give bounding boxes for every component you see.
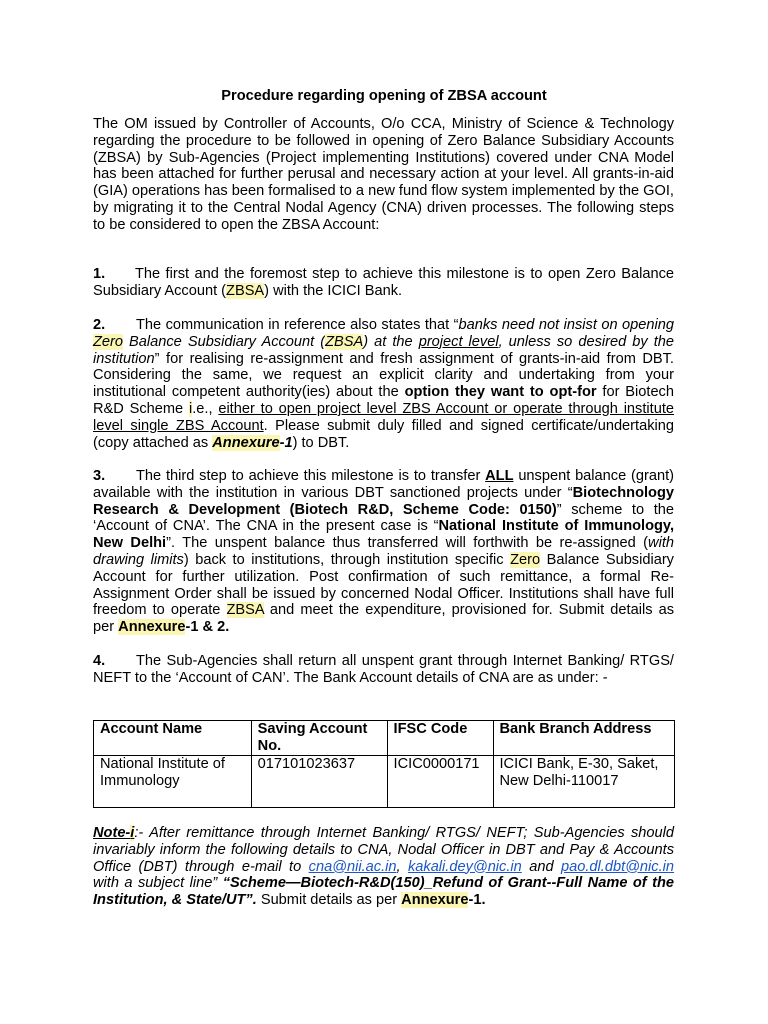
step-2-number: 2. <box>93 317 106 333</box>
email-link-pao[interactable]: pao.dl.dbt@nic.in <box>561 858 675 875</box>
annexure-ref: Annexure <box>118 619 186 636</box>
table-cell: 017101023637 <box>251 756 387 808</box>
note-label: Note-i <box>93 825 135 841</box>
zbsa-highlight: ZBSA <box>226 282 265 299</box>
table-cell: National Institute of Immunology <box>94 756 252 808</box>
annexure-ref: Annexure <box>212 434 280 451</box>
table-cell: ICIC0000171 <box>387 756 493 808</box>
email-link-cna[interactable]: cna@nii.ac.in <box>308 858 397 875</box>
step-3-number: 3. <box>93 468 106 484</box>
subject-line: “Scheme—Biotech-R&D(150)_Refund of Grant--Full Name of the Institution, & State/UT”. <box>93 875 674 909</box>
table-header-cell: Saving Account No. <box>251 721 387 756</box>
email-link-kakali[interactable]: kakali.dey@nic.in <box>407 858 522 875</box>
table-header-row <box>94 721 675 756</box>
page-title: Procedure regarding opening of ZBSA account <box>221 88 547 104</box>
step-3-paragraph: 3. The third step to achieve this milestone is to transfer ALL unspent balance (grant) available with the institution in various DBT sanctioned projects under “Biotechnology Research & Development (Biotech R&D, Scheme Code: 0150)” scheme to the ‘Account of CNA’. The CNA in the present case is “National Institute of Immunology, New Delhi”. The unspent balance thus transferred will forthwith be re-assigned (with drawing limits) back to institutions, through institution specific Zero Balance Subsidiary Account for further utilization. Post confirmation of such remittance, a formal Re-Assignment Order shall be issued by concerned Nodal Officer. Institutions shall have full freedom to operate ZBSA and meet the expenditure, provisioned for. Submit details as per Annexure-1 & 2. <box>93 468 675 636</box>
table-cell: ICICI Bank, E-30, Saket, New Delhi-110017 <box>493 756 675 808</box>
table-header-cell: IFSC Code <box>387 721 493 756</box>
table-row <box>94 756 675 808</box>
annexure-ref: Annexure <box>401 892 469 909</box>
table-header-cell: Account Name <box>94 721 252 756</box>
step-1-paragraph: 1. The first and the foremost step to achieve this milestone is to open Zero Balance Subsidiary Account (ZBSA) with the ICICI Bank. <box>93 266 674 299</box>
step-2-paragraph: 2. The communication in reference also states that “banks need not insist on opening Zero Balance Subsidiary Account (ZBSA) at the project level, unless so desired by the institution” for realising re-assignment and fresh assignment of grants-in-aid from DBT. Considering the same, we request an explicit clarity and undertaking from your institutional competent authority(ies) about the option they want to opt-for for Biotech R&D Scheme i.e., either to open project level ZBS Account or operate through institute level single ZBS Account. Please submit duly filled and signed certificate/undertaking (copy attached as Annexure-1) to DBT. <box>93 317 674 451</box>
step-1-number: 1. <box>93 266 106 282</box>
step-4-number: 4. <box>93 653 106 669</box>
note-paragraph: Note-i:- After remittance through Internet Banking/ RTGS/ NEFT; Sub-Agencies should invariably inform the following details to CNA, Nodal Officer in DBT and Pay & Accounts Office (DBT) through e-mail to cna@nii.ac.in, kakali.dey@nic.in and pao.dl.dbt@nic.in with a subject line” “Scheme—Biotech-R&D(150)_Refund of Grant--Full Name of the Institution, & State/UT”. Submit details as per Annexure-1. <box>93 825 675 909</box>
step-4-paragraph: 4. The Sub-Agencies shall return all unspent grant through Internet Banking/ RTGS/ NEFT to the ‘Account of CAN’. The Bank Account details of CNA are as under: - <box>93 653 674 686</box>
table-header-cell: Bank Branch Address <box>493 721 675 756</box>
bank-account-table <box>93 720 675 808</box>
intro-paragraph: The OM issued by Controller of Accounts, O/o CCA, Ministry of Science & Technology regarding the procedure to be followed in opening of Zero Balance Subsidiary Accounts (ZBSA) by Sub-Agencies (Project implementing Institutions) covered under CNA Model has been attached for further perusal and necessary action at your level. All grants-in-aid (GIA) operations has been formalised to a new fund flow system implemented by the GOI, by migrating it to the Central Nodal Agency (CNA) driven processes. The following steps to be considered to open the ZBSA Account: <box>93 116 674 233</box>
